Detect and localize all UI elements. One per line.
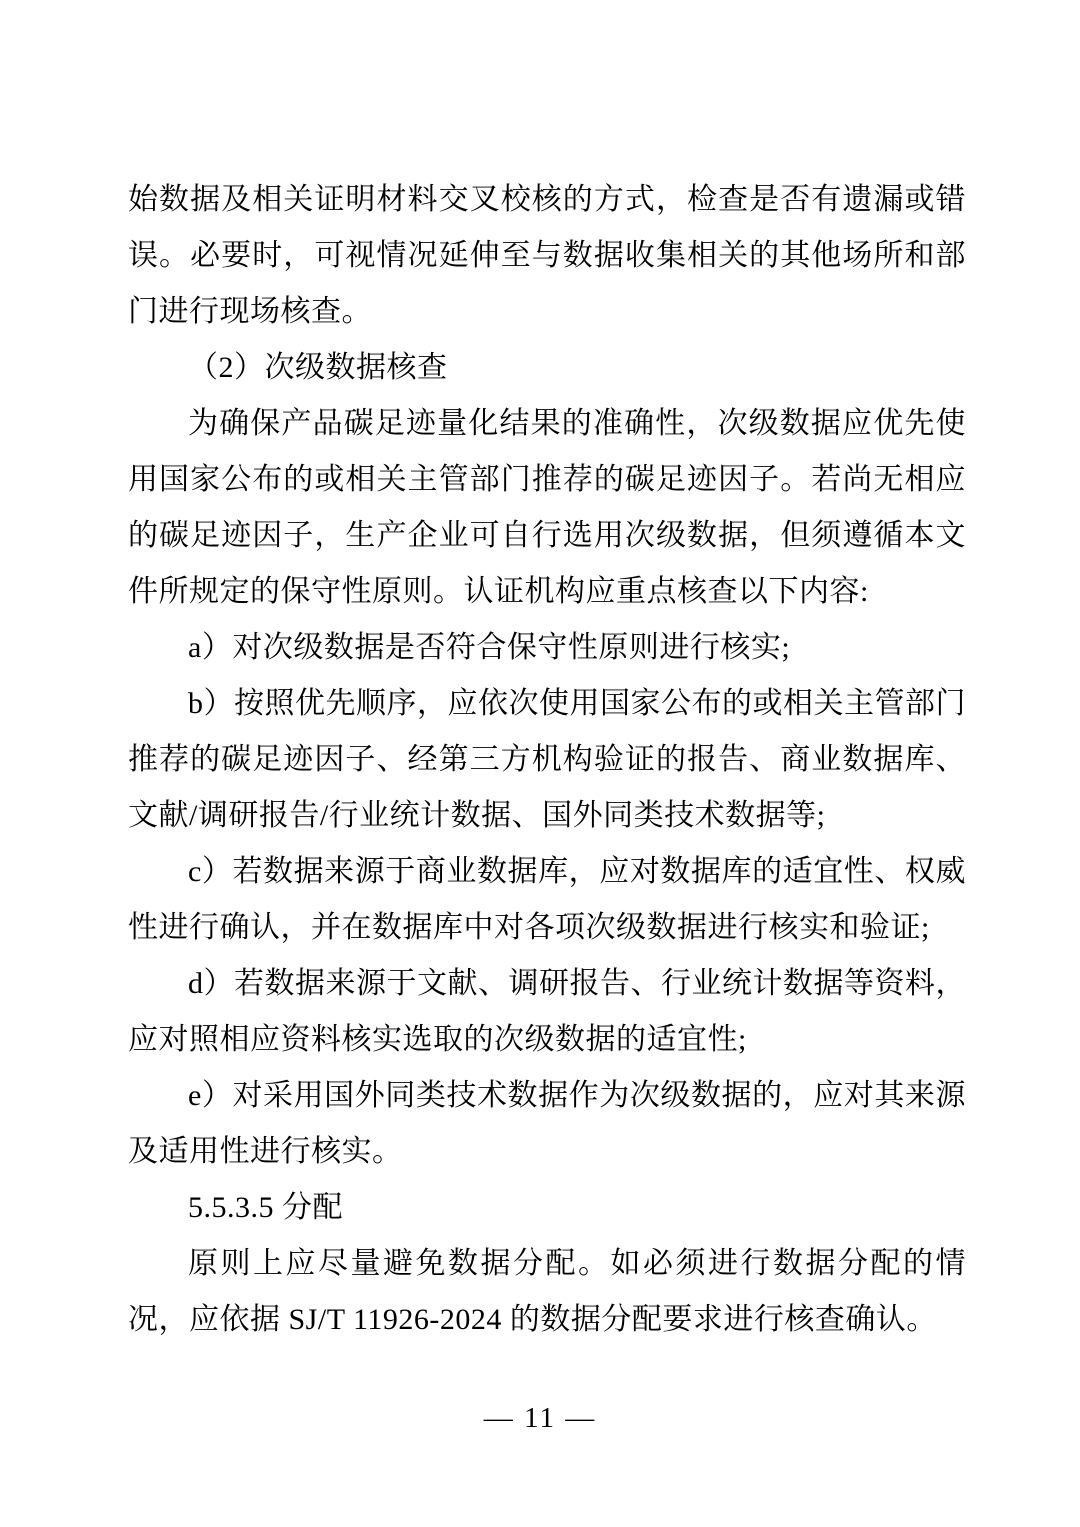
section-heading: 5.5.3.5 分配: [188, 1191, 343, 1224]
paragraph: 始数据及相关证明材料交叉校核的方式，检查是否有遗漏或错误。必要时，可视情况延伸至与数据收集相关的其他场所和部门进行现场核查。: [128, 183, 966, 328]
list-item-b: b）按照优先顺序，应依次使用国家公布的或相关主管部门推荐的碳足迹因子、经第三方机构验证的报告、商业数据库、文献/调研报告/行业统计数据、国外同类技术数据等;: [128, 687, 966, 832]
subsection-heading: （2）次级数据核查: [188, 351, 448, 384]
body-text: [128, 172, 966, 1348]
list-item-e: e）对采用国外同类技术数据作为次级数据的，应对其来源及适用性进行核实。: [128, 1079, 966, 1168]
list-item-a: a）对次级数据是否符合保守性原则进行核实;: [188, 631, 791, 664]
paragraph: 为确保产品碳足迹量化结果的准确性，次级数据应优先使用国家公布的或相关主管部门推荐的碳足迹因子。若尚无相应的碳足迹因子，生产企业可自行选用次级数据，但须遵循本文件所规定的保守性原则。认证机构应重点核查以下内容:: [128, 407, 966, 608]
list-item-d: d）若数据来源于文献、调研报告、行业统计数据等资料，应对照相应资料核实选取的次级数据的适宜性;: [128, 967, 966, 1056]
list-item-c: c）若数据来源于商业数据库，应对数据库的适宜性、权威性进行确认，并在数据库中对各项次级数据进行核实和验证;: [128, 855, 966, 944]
page-number: — 11 —: [483, 1402, 597, 1434]
paragraph: 原则上应尽量避免数据分配。如必须进行数据分配的情况，应依据 SJ/T 11926-2024 的数据分配要求进行核查确认。: [128, 1247, 966, 1336]
